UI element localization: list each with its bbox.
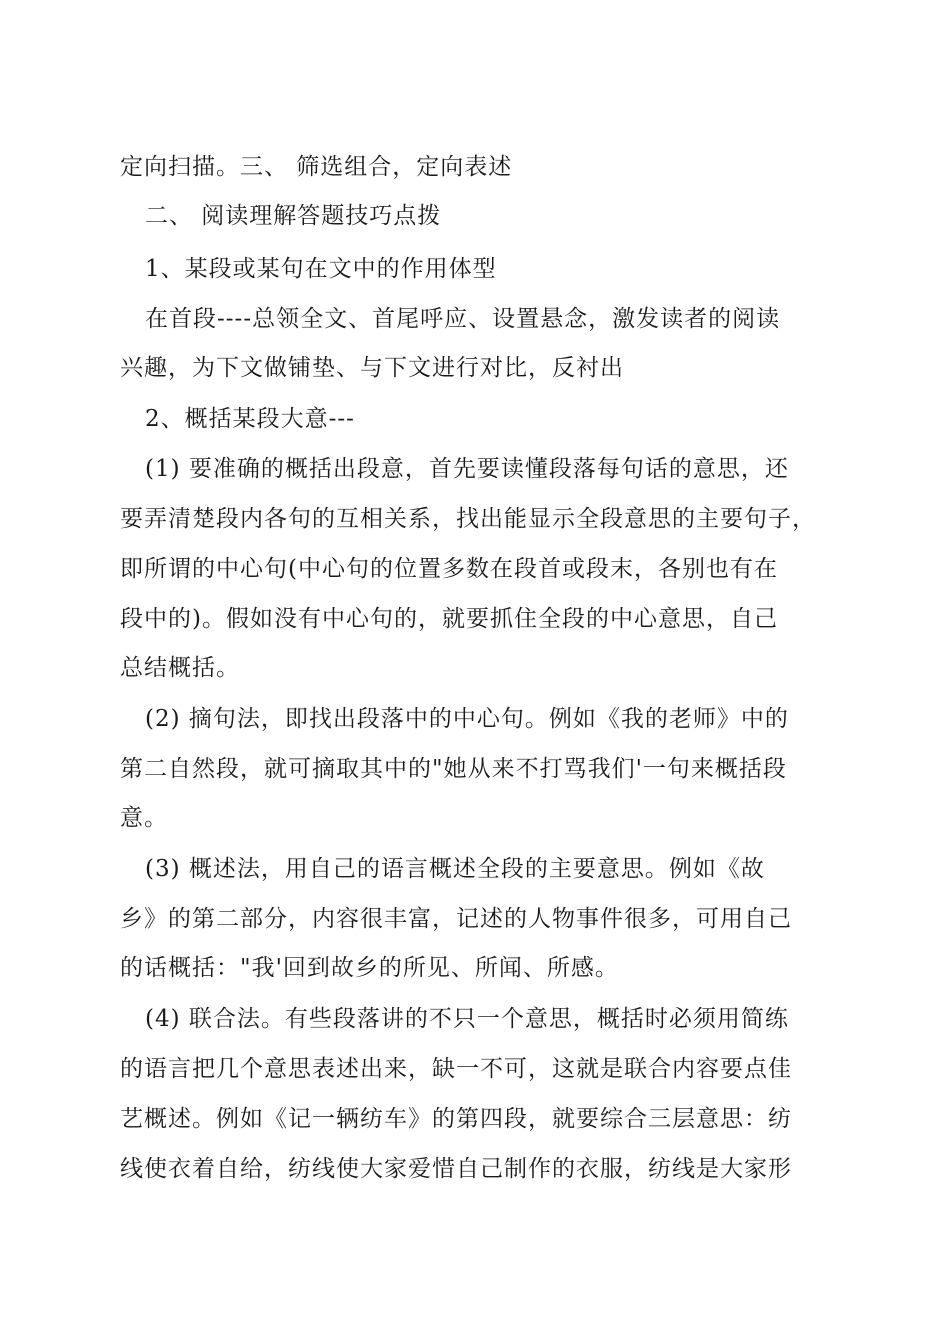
text-line: 乡》的第二部分，内容很丰富，记述的人物事件很多，可用自己 — [120, 906, 792, 932]
text-line: 定向扫描。三、 筛选组合，定向表述 — [120, 154, 513, 180]
subsection-heading: 2、概括某段大意--- — [145, 406, 355, 432]
text-line: 总结概括。 — [120, 655, 240, 681]
text-line: 兴趣，为下文做铺垫、与下文进行对比，反衬出 — [120, 355, 624, 381]
text-line: 意。 — [120, 805, 168, 831]
text-line: 的语言把几个意思表述出来，缺一不可，这就是联合内容要点佳 — [120, 1056, 792, 1082]
text-line: (3) 概述法，用自己的语言概述全段的主要意思。例如《故 — [145, 856, 765, 882]
subsection-heading: 1、某段或某句在文中的作用体型 — [145, 256, 497, 282]
text-line: (2) 摘句法，即找出段落中的中心句。例如《我的老师》中的 — [145, 706, 789, 732]
text-line: (4) 联合法。有些段落讲的不只一个意思，概括时必须用简练 — [145, 1006, 789, 1032]
text-line: 在首段----总领全文、首尾呼应、设置悬念，激发读者的阅读 — [145, 306, 781, 332]
text-line: 即所谓的中心句(中心句的位置多数在段首或段末，各别也有在 — [120, 556, 778, 582]
text-line: 要弄清楚段内各句的互相关系，找出能显示全段意思的主要句子， — [120, 506, 816, 532]
text-line: (1) 要准确的概括出段意，首先要读懂段落每句话的意思，还 — [145, 456, 789, 482]
text-line: 线使衣着自给，纺线使大家爱惜自己制作的衣服，纺线是大家形 — [120, 1156, 792, 1182]
text-line: 的话概括："我'回到故乡的所见、所闻、所感。 — [120, 955, 619, 981]
section-heading: 二、 阅读理解答题技巧点拨 — [145, 203, 442, 229]
text-line: 第二自然段，就可摘取其中的"她从来不打骂我们'一句来概括段 — [120, 756, 787, 782]
text-line: 段中的)。假如没有中心句的，就要抓住全段的中心意思，自己 — [120, 606, 778, 632]
text-line: 艺概述。例如《记一辆纺车》的第四段，就要综合三层意思：纺 — [120, 1106, 792, 1132]
